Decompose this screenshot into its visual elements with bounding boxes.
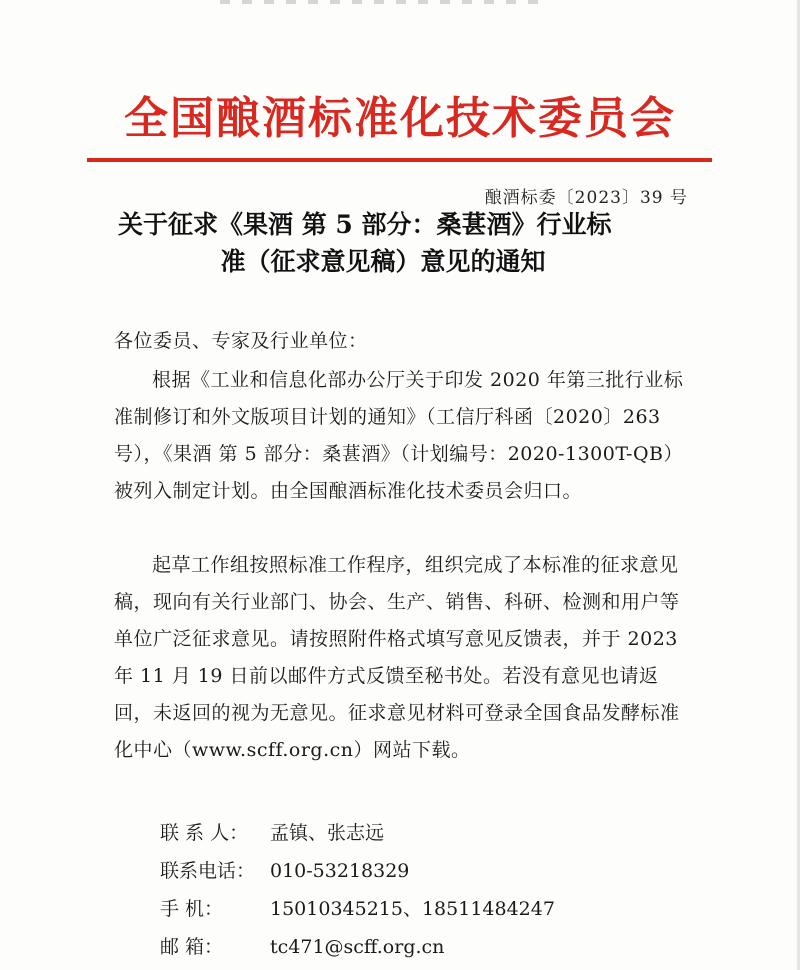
- notice-title: [118, 206, 688, 280]
- body-paragraph-1: 根据《工业和信息化部办公厅关于印发 2020 年第三批行业标准制修订和外文版项目计划的通知》（工信厅科函〔2020〕263 号），《果酒 第 5 部分：桑葚酒》（计划编号：2020-1300T-QB）被列入制定计划。由全国酿酒标准化技术委员会归口。: [114, 369, 684, 502]
- contact-email-row: [160, 929, 444, 966]
- contact-mobile-label: 手 机：: [160, 898, 224, 920]
- contact-person-label: 联 系 人：: [160, 822, 249, 844]
- contact-email-label: 邮 箱：: [160, 936, 224, 958]
- notice-title-line-2: 准（征求意见稿）意见的通知: [220, 247, 546, 276]
- organization-title: 全国酿酒标准化技术委员会: [124, 93, 676, 144]
- notice-title-line-1: 关于征求《果酒 第 5 部分：桑葚酒》行业标: [118, 210, 612, 239]
- contact-mobile-value: 15010345215、18511484247: [270, 898, 555, 920]
- contact-person-value: 孟镇、张志远: [270, 822, 385, 844]
- contact-person-row: [160, 815, 384, 852]
- contact-phone-value: 010-53218329: [270, 860, 410, 882]
- document-number: 酿酒标委〔2023〕39 号: [484, 188, 688, 208]
- contact-email-value[interactable]: tc471@scff.org.cn: [270, 936, 445, 958]
- scan-edge-artifact: [220, 0, 550, 4]
- body-paragraph-2: 起草工作组按照标准工作程序，组织完成了本标准的征求意见稿，现向有关行业部门、协会、生产、销售、科研、检测和用户等单位广泛征求意见。请按照附件格式填写意见反馈表，并于 2023 年 11 月 19 日前以邮件方式反馈至秘书处。若没有意见也请返回，未返回的视为无意见。征求意见材料可登录全国食品发酵标准化中心（www.scff.org.cn）网站下载。: [114, 554, 680, 761]
- salutation: 各位委员、专家及行业单位：: [114, 330, 368, 352]
- contact-phone-label: 联系电话：: [160, 860, 256, 882]
- red-header-rule: [87, 158, 712, 162]
- contact-mobile-row: [160, 891, 555, 928]
- contact-phone-row: [160, 853, 409, 890]
